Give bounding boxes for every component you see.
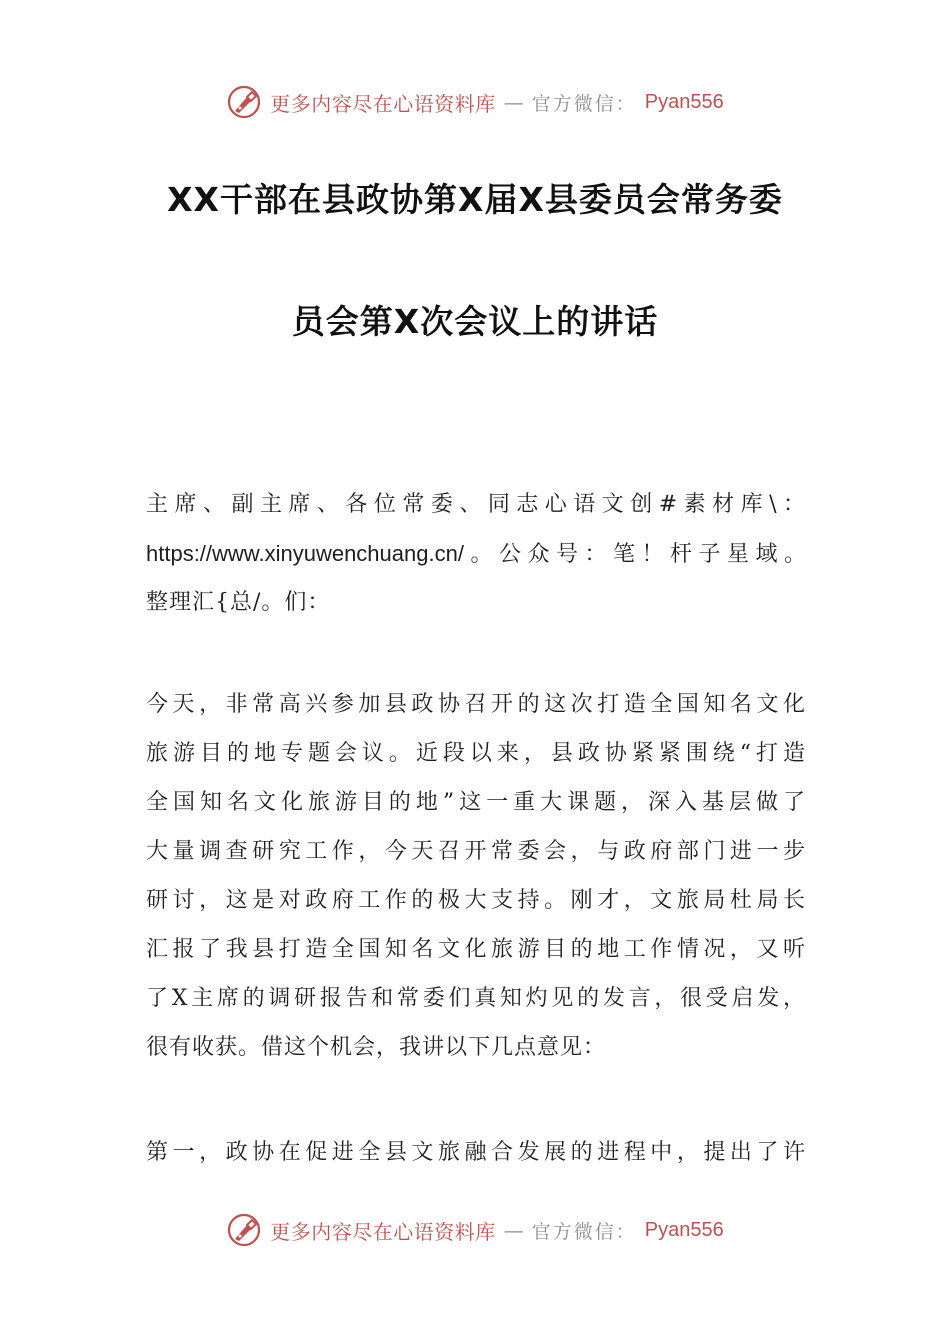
body-paragraph-2 — [146, 1128, 806, 1177]
watermark-wechat-label: 官方微信： — [531, 1220, 637, 1243]
pen-nib-logo-icon — [226, 1212, 262, 1248]
pen-nib-logo-icon — [226, 84, 262, 120]
watermark-brand: 更多内容尽在心语资料库 — [270, 91, 496, 116]
paragraph-line: 很有收获。借这个机会，我讲以下几点意见： — [146, 1035, 607, 1060]
watermark-wechat-id: Pyan556 — [644, 1218, 724, 1241]
watermark-separator: — — [503, 1218, 524, 1242]
document-title-line-1: XX干部在县政协第X届X县委员会常务委 — [167, 180, 783, 219]
paragraph-line: 主席、副主席、各位常委、同志心语文创#素材库\： — [146, 492, 806, 517]
watermark-banner-bottom — [0, 1208, 950, 1252]
watermark-wechat-id: Pyan556 — [644, 90, 724, 113]
paragraph-line: 第一，政协在促进全县文旅融合发展的进程中，提出了许 — [146, 1140, 806, 1165]
body-paragraph-1 — [146, 680, 806, 1072]
paragraph-line: 大量调查研究工作，今天召开常委会，与政府部门进一步 — [146, 839, 806, 864]
watermark-banner-top — [0, 80, 950, 124]
paragraph-line: 汇报了我县打造全国知名文化旅游目的地工作情况，又听 — [146, 937, 806, 962]
salutation-paragraph — [146, 480, 806, 627]
paragraph-line: 了X主席的调研报告和常委们真知灼见的发言，很受启发， — [146, 986, 806, 1011]
watermark-wechat-label: 官方微信： — [531, 92, 637, 115]
paragraph-line: 旅游目的地专题会议。近段以来，县政协紧紧围绕“打造 — [146, 741, 806, 766]
paragraph-line: 研讨，这是对政府工作的极大支持。刚才，文旅局杜局长 — [146, 888, 806, 913]
document-title-line-2: 员会第X次会议上的讲话 — [291, 302, 659, 341]
paragraph-line: 今天，非常高兴参加县政协召开的这次打造全国知名文化 — [146, 692, 806, 717]
paragraph-line: 全国知名文化旅游目的地”这一重大课题，深入基层做了 — [146, 790, 806, 815]
paragraph-line: https://www.xinyuwenchuang.cn/。公众号：笔！杆子星域。 — [146, 541, 806, 566]
watermark-separator: — — [503, 90, 524, 114]
watermark-brand: 更多内容尽在心语资料库 — [270, 1219, 496, 1244]
paragraph-line: 整理汇{总/。们： — [146, 590, 331, 615]
